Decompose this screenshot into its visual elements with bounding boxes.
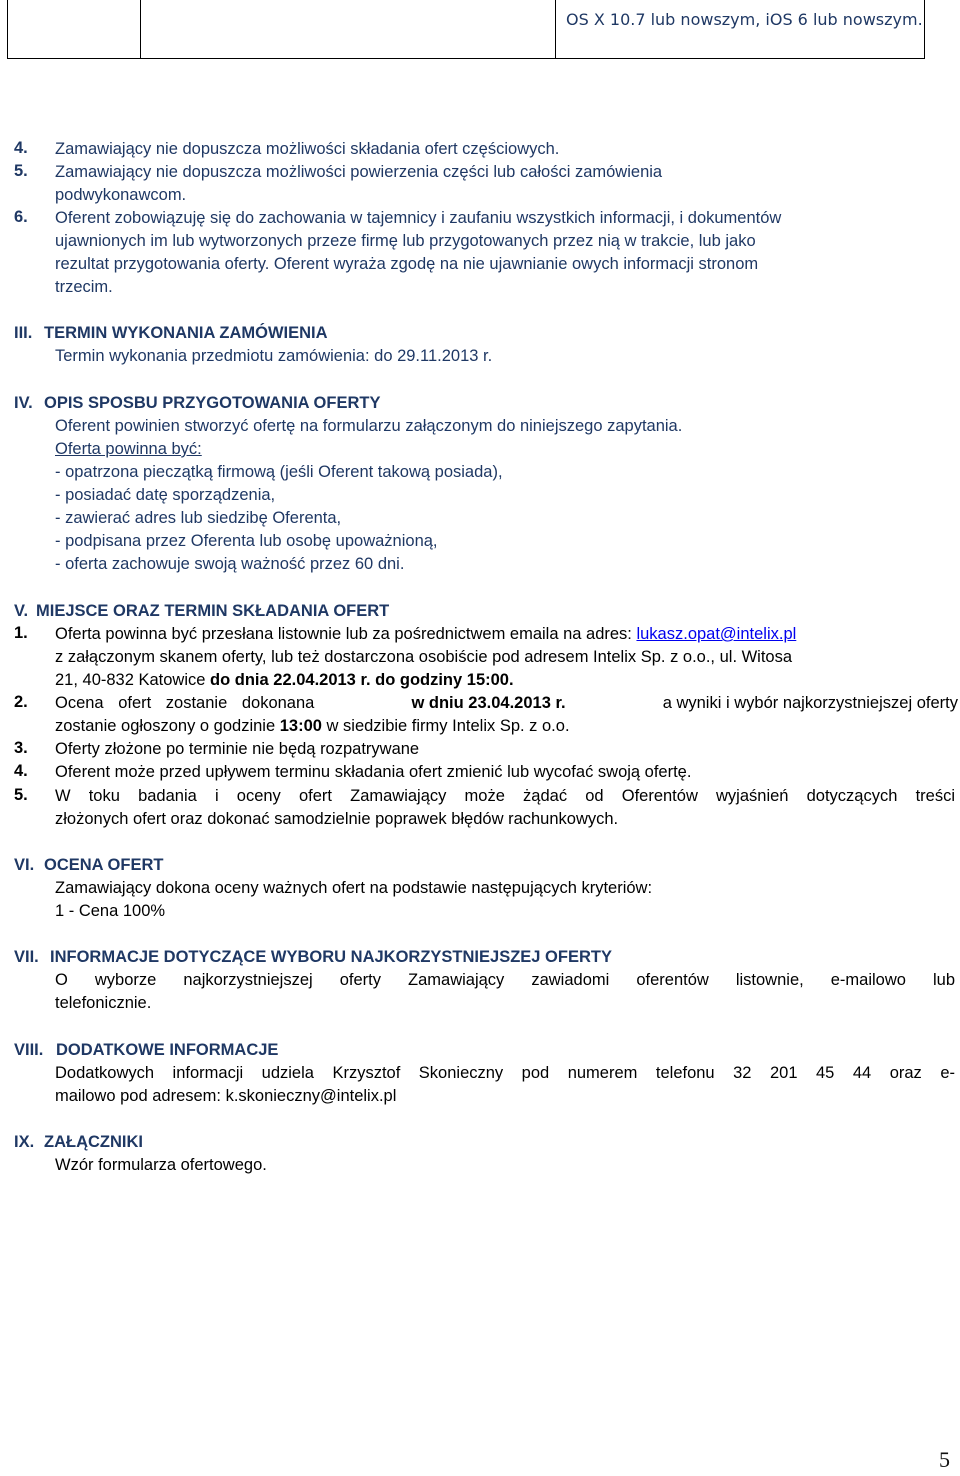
list-number: 1. — [14, 624, 28, 642]
paragraph: Termin wykonania przedmiotu zamówienia: do 29.11.2013 r. — [55, 347, 493, 365]
paragraph: Oferent powinien stworzyć ofertę na formularzu załączonym do niniejszego zapytania. — [55, 417, 683, 435]
paragraph-continuation: telefonicznie. — [55, 994, 152, 1012]
list-item-continuation: rezultat przygotowania oferty. Oferent wyraża zgodę na nie ujawnianie owych informacji stronom — [55, 255, 759, 273]
criterion: 1 - Cena 100% — [55, 902, 166, 920]
list-number: 3. — [14, 739, 28, 757]
text: Ocena ofert zostanie dokonana — [55, 694, 315, 712]
text: a wyniki i wybór najkorzystniejszej oferty — [662, 694, 958, 712]
list-item: - posiadać datę sporządzenia, — [55, 486, 276, 504]
list-item-continuation — [55, 716, 570, 736]
list-item-continuation: złożonych ofert oraz dokonać samodzielnie poprawek błędów rachunkowych. — [55, 810, 619, 828]
table-cell — [8, 0, 141, 58]
section-heading: DODATKOWE INFORMACJE — [56, 1041, 279, 1059]
section-number: III. — [14, 324, 33, 342]
table-cell-os-requirement: OS X 10.7 lub nowszym, iOS 6 lub nowszym. — [566, 10, 923, 29]
list-number: 5. — [14, 162, 28, 180]
list-item — [55, 624, 796, 644]
top-table — [7, 0, 925, 59]
list-number: 2. — [14, 693, 28, 711]
section-number: VII. — [14, 948, 39, 966]
section-number: VIII. — [14, 1041, 44, 1059]
list-item: Oferty złożone po terminie nie będą rozpatrywane — [55, 740, 420, 758]
list-item-continuation: ujawnionych im lub wytworzonych przeze firmę lub przygotowanych przez nią w trakcie, lub jako — [55, 232, 756, 250]
list-item: - podpisana przez Oferenta lub osobę upoważnioną, — [55, 532, 438, 550]
list-number: 4. — [14, 762, 28, 780]
list-item-continuation: podwykonawcom. — [55, 186, 187, 204]
list-item — [55, 693, 958, 713]
paragraph: Dodatkowych informacji udziela Krzysztof Skonieczny pod numerem telefonu 32 201 45 44 oraz e- — [55, 1064, 955, 1082]
section-number: V. — [14, 602, 29, 620]
list-item-continuation — [55, 670, 514, 690]
section-number: IV. — [14, 394, 33, 412]
deadline: do dnia 22.04.2013 r. do godziny 15:00. — [210, 671, 514, 689]
list-number: 5. — [14, 786, 28, 804]
paragraph: O wyborze najkorzystniejszej oferty Zamawiający zawiadomi oferentów listownie, e-mailowo lub — [55, 971, 955, 989]
list-number: 6. — [14, 208, 28, 226]
paragraph: Wzór formularza ofertowego. — [55, 1156, 267, 1174]
section-number: IX. — [14, 1133, 35, 1151]
paragraph-continuation: mailowo pod adresem: k.skonieczny@intelix.pl — [55, 1087, 397, 1105]
text: Oferta powinna być przesłana listownie lub za pośrednictwem emaila na adres: — [55, 625, 637, 643]
list-item-continuation: trzecim. — [55, 278, 113, 296]
table-cell — [141, 0, 556, 58]
list-item: Zamawiający nie dopuszcza możliwości powierzenia części lub całości zamówienia — [55, 163, 663, 181]
section-heading: OCENA OFERT — [44, 856, 164, 874]
section-heading: OPIS SPOSBU PRZYGOTOWANIA OFERTY — [44, 394, 381, 412]
list-item: - zawierać adres lub siedzibę Oferenta, — [55, 509, 342, 527]
list-item-continuation: z załączonym skanem oferty, lub też dostarczona osobiście pod adresem Intelix Sp. z o.o., ul. Witosa — [55, 648, 793, 666]
text: w siedzibie firmy Intelix Sp. z o.o. — [321, 717, 570, 735]
evaluation-date: w dniu 23.04.2013 r. — [411, 694, 566, 712]
list-item: Oferent może przed upływem terminu składania ofert zmienić lub wycofać swoją ofertę. — [55, 763, 692, 781]
text: zostanie ogłoszony o godzinie — [55, 717, 280, 735]
section-number: VI. — [14, 856, 35, 874]
list-item: - opatrzona pieczątką firmową (jeśli Oferent takową posiada), — [55, 463, 503, 481]
section-heading: MIEJSCE ORAZ TERMIN SKŁADANIA OFERT — [36, 602, 390, 620]
email-link[interactable]: lukasz.opat@intelix.pl — [636, 625, 797, 643]
paragraph: Zamawiający dokona oceny ważnych ofert na podstawie następujących kryteriów: — [55, 879, 653, 897]
list-item: Oferent zobowiązuję się do zachowania w tajemnicy i zaufaniu wszystkich informacji, i dokumentów — [55, 209, 782, 227]
list-item: - oferta zachowuje swoją ważność przez 60 dni. — [55, 555, 405, 573]
section-heading: ZAŁĄCZNIKI — [44, 1133, 143, 1151]
section-heading: TERMIN WYKONANIA ZAMÓWIENIA — [44, 324, 328, 342]
list-number: 4. — [14, 139, 28, 157]
section-heading: INFORMACJE DOTYCZĄCE WYBORU NAJKORZYSTNIEJSZEJ OFERTY — [50, 948, 612, 966]
list-item: Zamawiający nie dopuszcza możliwości składania ofert częściowych. — [55, 140, 560, 158]
subheading: Oferta powinna być: — [55, 440, 202, 458]
list-item: W toku badania i oceny ofert Zamawiający może żądać od Oferentów wyjaśnień dotyczących treści — [55, 787, 955, 805]
text: 21, 40-832 Katowice — [55, 671, 211, 689]
page-number: 5 — [939, 1447, 950, 1472]
time: 13:00 — [279, 717, 322, 735]
